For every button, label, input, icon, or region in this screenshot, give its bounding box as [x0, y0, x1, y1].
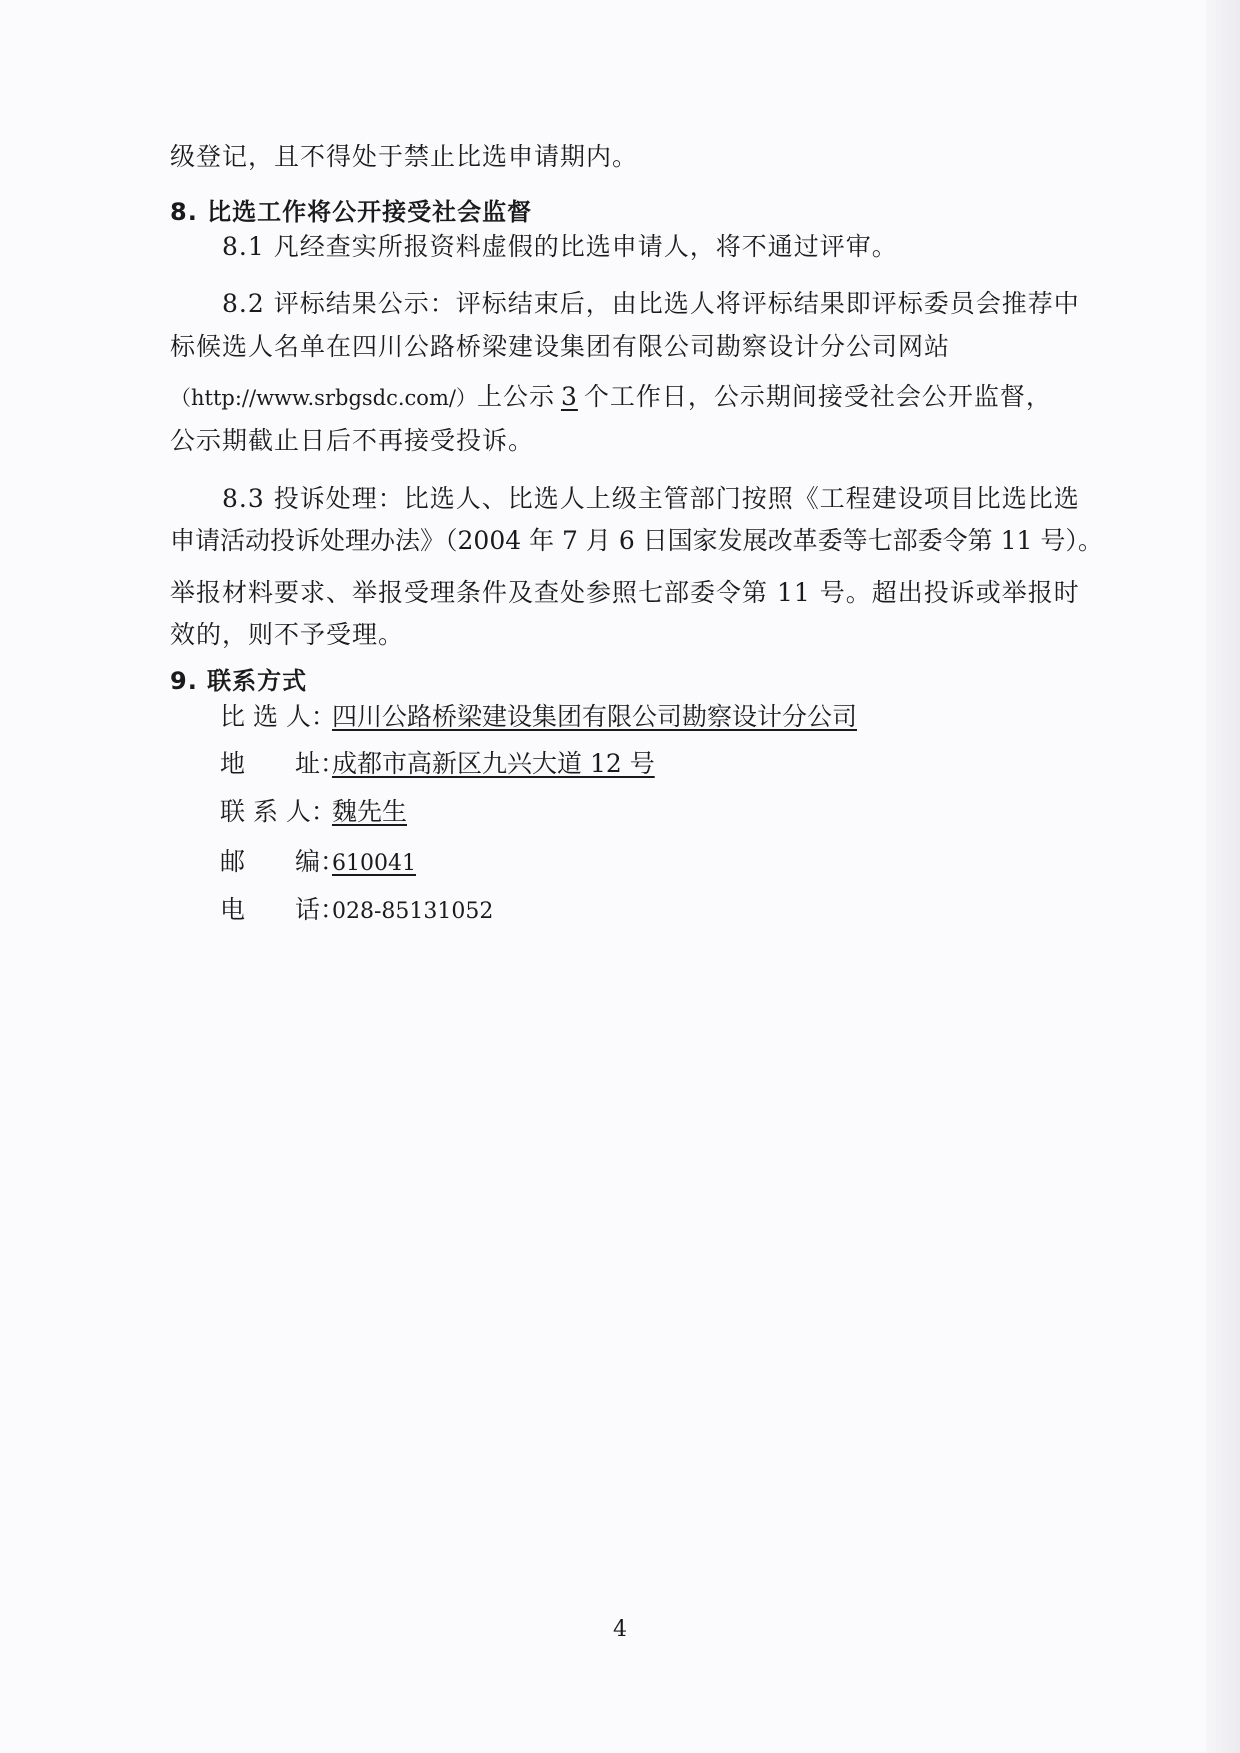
section-8-heading: 8. 比选工作将公开接受社会监督	[170, 198, 533, 226]
contact-row-person	[220, 795, 407, 829]
page-number: 4	[613, 1617, 627, 1642]
contact-label: 联 系 人：	[220, 797, 336, 826]
contact-row-bidder	[220, 700, 857, 734]
contact-row-address	[220, 747, 655, 781]
section-9-heading: 9. 联系方式	[170, 667, 308, 695]
paragraph-8-2-line-2: 标候选人名单在四川公路桥梁建设集团有限公司勘察设计分公司网站	[170, 332, 951, 361]
contact-label: 地 址：	[220, 749, 346, 778]
paragraph-8-1: 8.1 凡经查实所报资料虚假的比选申请人，将不通过评审。	[222, 232, 898, 261]
website-url: （http://www.srbgsdc.com/）	[170, 386, 477, 410]
contact-value: 四川公路桥梁建设集团有限公司勘察设计分公司	[332, 702, 858, 731]
paragraph-8-3-line-2: 申请活动投诉处理办法》（2004 年 7 月 6 日国家发展改革委等七部委令第 11 号）。	[170, 526, 1103, 555]
paragraph-8-3-line-1: 8.3 投诉处理：比选人、比选人上级主管部门按照《工程建设项目比选比选	[222, 484, 1080, 513]
contact-label: 比 选 人：	[220, 702, 336, 731]
paragraph-8-2-line-4: 公示期截止日后不再接受投诉。	[170, 426, 535, 455]
contact-value: 610041	[332, 851, 416, 876]
publicity-text-a: 上公示	[476, 382, 555, 411]
paragraph-8-2-line-3	[170, 380, 1052, 415]
paragraph-8-3-line-4: 效的，则不予受理。	[170, 620, 405, 649]
continued-text: 级登记，且不得处于禁止比选申请期内。	[170, 142, 639, 171]
paragraph-8-3-line-3: 举报材料要求、举报受理条件及查处参照七部委令第 11 号。超出投诉或举报时	[170, 578, 1080, 607]
contact-label: 邮 编：	[220, 847, 346, 876]
contact-label: 电 话：	[220, 895, 346, 924]
publicity-days: 3	[560, 382, 578, 411]
publicity-text-b: 个工作日，公示期间接受社会公开监督，	[583, 382, 1052, 411]
contact-value: 成都市高新区九兴大道 12 号	[332, 749, 655, 778]
contact-row-phone	[220, 893, 493, 929]
contact-value: 魏先生	[332, 797, 408, 826]
contact-row-postcode	[220, 845, 416, 881]
contact-value: 028-85131052	[332, 899, 494, 924]
paragraph-8-2-line-1: 8.2 评标结果公示：评标结束后，由比选人将评标结果即评标委员会推荐中	[222, 289, 1080, 318]
